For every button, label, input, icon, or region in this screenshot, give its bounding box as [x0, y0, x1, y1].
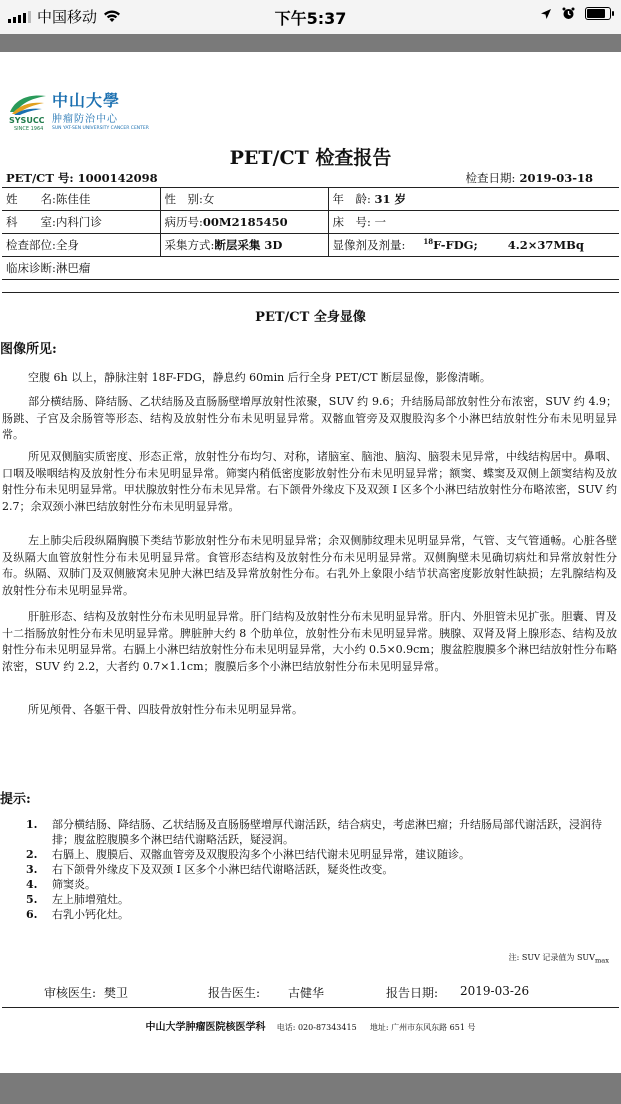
- item-number: 6.: [26, 908, 38, 921]
- pet-ct-number-value: 1000142098: [77, 171, 158, 185]
- name-label: 姓 名:: [6, 192, 56, 206]
- list-item: [26, 892, 616, 907]
- method-cell: [160, 234, 328, 257]
- reviewer-name: 樊卫: [104, 986, 129, 1000]
- list-item: [26, 817, 616, 847]
- list-item: [26, 862, 616, 877]
- finding-paragraph: [0, 533, 621, 599]
- hospital-logo: [8, 88, 149, 138]
- part-cell: [2, 234, 160, 257]
- age-label: 年 龄:: [332, 192, 371, 206]
- section-title: PET/CT 全身显像: [255, 310, 366, 325]
- dept-value: 内科门诊: [55, 215, 102, 229]
- patient-info-table: [2, 187, 619, 280]
- exam-date-value: 2019-03-18: [519, 171, 593, 185]
- findings-heading: 图像所见:: [0, 342, 57, 357]
- signatures: [44, 984, 529, 1001]
- bed-label: 床 号:: [332, 215, 371, 229]
- suv-note: [509, 952, 609, 965]
- finding-paragraph: [0, 370, 621, 387]
- record-value: 00M2185450: [202, 215, 288, 229]
- sex-cell: [160, 188, 328, 211]
- reviewer-label: 审核医生:: [44, 986, 97, 1000]
- diagnosis-label: 临床诊断:: [6, 261, 56, 275]
- finding-text: 所见颅骨、各躯干骨、四肢骨放射性分布未见明显异常。: [28, 703, 303, 716]
- record-label: 病历号:: [164, 215, 203, 229]
- name-value: 陈佳佳: [55, 192, 91, 206]
- item-text: 右下颌骨外缘皮下及双颈 I 区多个小淋巴结代谢略活跃，疑炎性改变。: [52, 863, 394, 876]
- part-value: 全身: [55, 238, 79, 252]
- age-cell: [328, 188, 619, 211]
- item-number: 3.: [26, 863, 38, 876]
- method-label: 采集方式:: [164, 238, 215, 252]
- table-row: [2, 211, 619, 234]
- report-date-label: 报告日期:: [386, 986, 439, 1000]
- report-date-value: 2019-03-26: [460, 984, 530, 998]
- alarm-icon: [562, 7, 575, 20]
- agent-value: [423, 238, 477, 252]
- list-item: [26, 907, 616, 922]
- finding-paragraph: [0, 449, 621, 515]
- footer-org: 中山大学肿瘤医院核医学科: [145, 1022, 266, 1033]
- location-icon: [540, 8, 552, 20]
- university-name: 中山大學: [52, 91, 121, 110]
- agent-label: 显像剂及剂量:: [332, 238, 406, 252]
- battery-icon: [585, 7, 611, 20]
- list-item: [26, 847, 616, 862]
- finding-text: 肝脏形态、结构及放射性分布未见明显异常。肝门结构及放射性分布未见明显异常。肝内、外胆管未见扩张。胆囊、胃及十二指肠放射性分布未见明显异常。脾脏肿大约 8 个肋单位，放射性分布未见明显异常。胰腺、双肾及肾上腺形态、结构及放射性分布未见明显异常。右膈上小淋巴结放射性分布未见明显异常，大小约 0.5×0.9cm；腹盆腔腹膜多个淋巴结放射性分布略浓密，SUV 约 2.2，大者约 0.7×1.1cm；腹膜后多个小淋巴结放射性分布未见明显异常。: [2, 610, 617, 673]
- bed-value: 一: [374, 215, 387, 229]
- impressions-list: [26, 817, 616, 922]
- dose-value: 4.2×37MBq: [507, 238, 584, 252]
- item-number: 4.: [26, 878, 38, 891]
- table-row: [2, 188, 619, 211]
- finding-text: 左上肺尖后段纵隔胸膜下类结节影放射性分布未见明显异常；余双侧肺纹理未见明显异常，气管、支气管通畅。心脏各壁及纵隔大血管放射性分布未见明显异常。食管形态结构及放射性分布未见明显异常。双侧胸壁未见确切病灶和异常放射性分布。纵隔、双肺门及双侧腋窝未见肿大淋巴结及异常放射性分布。右乳外上象限小结节状高密度影放射性缺损；左乳腺结构及放射性分布未见明显异常。: [2, 534, 617, 597]
- bed-cell: [328, 211, 619, 234]
- item-number: 5.: [26, 893, 38, 906]
- finding-paragraph: [0, 394, 621, 444]
- item-text: 部分横结肠、降结肠、乙状结肠及直肠肠壁增厚代谢活跃，结合病史，考虑淋巴瘤；升结肠局部代谢活跃，浸润待排；腹盆腔腹膜多个淋巴结代谢略活跃，疑浸润。: [52, 818, 602, 846]
- finding-text: 所见双侧脑实质密度、形态正常，放射性分布均匀、对称，诸脑室、脑池、脑沟、脑裂未见异常，中线结构居中。鼻咽、口咽及喉咽结构及放射性分布未见明显异常。筛窦内稍低密度影放射性分布未见明显异常；额窦、蝶窦及双侧上颌窦结构及放射性分布未见明显异常。甲状腺放射性分布未见异常。右下颌骨外缘皮下及双颈 I 区多个小淋巴结放射性分布略浓密，SUV 约 2.7；余双颈小淋巴结放射性分布未见明显异常。: [2, 450, 617, 513]
- footer-address: 地址: 广州市东风东路 651 号: [369, 1023, 476, 1032]
- agent-name: F-FDG;: [433, 238, 478, 252]
- center-name: 肿瘤防治中心: [52, 114, 118, 125]
- footer-divider: [2, 1007, 619, 1008]
- diagnosis-cell: [2, 257, 619, 280]
- method-value: 断层采集 3D: [214, 238, 283, 252]
- exam-date-label: 检查日期:: [465, 171, 516, 185]
- table-row: [2, 257, 619, 280]
- logo-year: SINCE 1964: [14, 126, 44, 132]
- note-subscript: max: [594, 956, 609, 965]
- footer-phone: 电话: 020-87343415: [276, 1023, 357, 1032]
- agent-superscript: 18: [423, 237, 434, 247]
- exam-date: [466, 170, 593, 186]
- sysucc-emblem-icon: [8, 92, 48, 116]
- finding-text: 空腹 6h 以上，静脉注射 18F-FDG，静息约 60min 后行全身 PET/CT 断层显像，影像清晰。: [28, 371, 491, 384]
- finding-paragraph: [0, 702, 621, 719]
- sex-label: 性 别:: [164, 192, 203, 206]
- part-label: 检查部位:: [6, 238, 56, 252]
- battery-level: [587, 9, 605, 18]
- record-cell: [160, 211, 328, 234]
- status-bar: [0, 0, 621, 34]
- report-title: PET/CT 检查报告: [229, 147, 392, 169]
- reporter-name: 古健华: [288, 986, 325, 1000]
- note-text: 注: SUV 记录值为 SUV: [508, 953, 595, 962]
- diagnosis-value: 淋巴瘤: [55, 261, 91, 275]
- pet-ct-number-label: PET/CT 号:: [6, 171, 74, 185]
- name-cell: [2, 188, 160, 211]
- item-number: 2.: [26, 848, 38, 861]
- reporter-label: 报告医生:: [208, 986, 261, 1000]
- agent-cell: [328, 234, 619, 257]
- report-document: [0, 52, 621, 1073]
- item-text: 右乳小钙化灶。: [52, 908, 129, 921]
- logo-badge: SYSUCC: [9, 116, 45, 125]
- clock: 下午5:37: [274, 9, 347, 28]
- impressions-heading: 提示:: [0, 792, 31, 807]
- dept-cell: [2, 211, 160, 234]
- table-row: [2, 234, 619, 257]
- item-text: 右膈上、腹膜后、双髂血管旁及双腹股沟多个小淋巴结代谢未见明显异常，建议随诊。: [52, 848, 470, 861]
- item-text: 筛窦炎。: [52, 878, 96, 891]
- divider: [2, 292, 619, 293]
- list-item: [26, 877, 616, 892]
- finding-paragraph: [0, 609, 621, 675]
- center-name-en: SUN YAT-SEN UNIVERSITY CANCER CENTER: [52, 126, 149, 131]
- age-value: 31 岁: [374, 192, 407, 206]
- sex-value: 女: [202, 192, 215, 206]
- finding-text: 部分横结肠、降结肠、乙状结肠及直肠肠壁增厚放射性浓聚，SUV 约 9.6；升结肠局部放射性分布浓密，SUV 约 4.9；肠跳、子宫及余肠管等形态、结构及放射性分布未见明显异常。双髂血管旁及双腹股沟多个小淋巴结放射性分布未见明显异常。: [2, 395, 617, 441]
- item-number: 1.: [26, 818, 38, 831]
- dept-label: 科 室:: [6, 215, 56, 229]
- pet-ct-number: [6, 170, 158, 186]
- carrier-name: 中国移动: [37, 8, 98, 26]
- item-text: 左上肺增殖灶。: [52, 893, 129, 906]
- footer: [0, 1018, 621, 1033]
